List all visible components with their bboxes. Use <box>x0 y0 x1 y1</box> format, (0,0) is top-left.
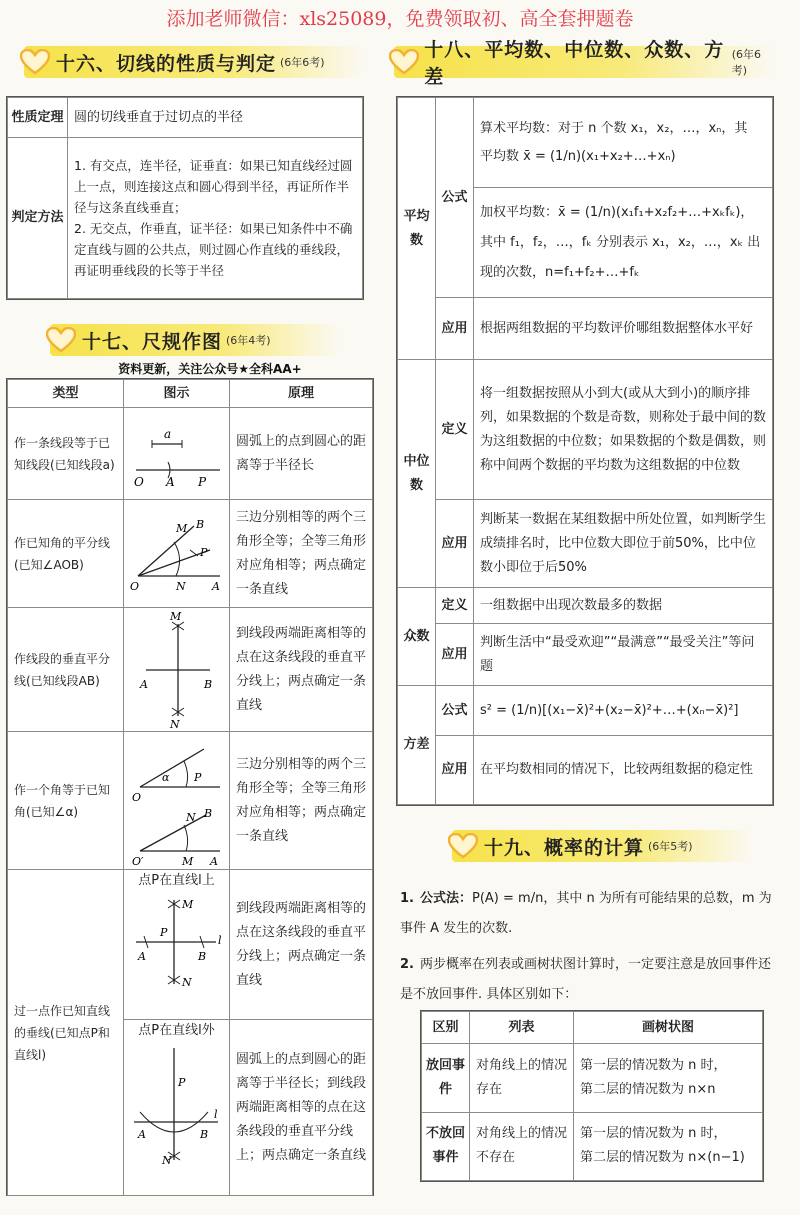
variance-formula: s² = (1/n)[(x₁−x̄)²+(x₂−x̄)²+…+(xₙ−x̄)²] <box>474 686 773 736</box>
variance-app: 在平均数相同的情况下，比较两组数据的稳定性 <box>474 736 773 805</box>
perpendicular-off-line-diagram <box>124 1042 228 1166</box>
row1-type: 作一条线段等于已知线段(已知线段a) <box>8 408 124 500</box>
svg-text:M: M <box>170 611 182 623</box>
heart-icon <box>18 47 52 77</box>
row3-type: 作线段的垂直平分线(已知线段AB) <box>8 608 124 732</box>
svg-text:A: A <box>166 474 175 489</box>
row3-principle: 到线段两端距离相等的点在这条线段的垂直平分线上；两点确定一条直线 <box>230 608 373 732</box>
median-app: 判断某一数据在某组数据中所处位置，如判断学生成绩排名时，比中位数大即位于前50%，比中位数小即位于后50% <box>474 500 773 588</box>
svg-text:A: A <box>140 677 148 691</box>
mean-formula-label: 公式 <box>436 98 474 298</box>
svg-text:N: N <box>186 810 196 824</box>
section-19-meta: (6年5考) <box>648 840 693 853</box>
arith-mean-line1: 算术平均数：对于 n 个数 x₁，x₂，…，xₙ，其 <box>480 120 748 136</box>
perpendicular-bisector-diagram <box>124 612 228 728</box>
svg-text:B: B <box>204 806 213 820</box>
svg-text:M: M <box>182 854 194 867</box>
mode-app-label: 应用 <box>436 624 474 686</box>
svg-text:B: B <box>196 517 205 531</box>
prop-label: 性质定理 <box>8 98 68 138</box>
svg-text:O: O <box>132 790 142 804</box>
row2-type: 作已知角的平分线(已知∠AOB) <box>8 500 124 608</box>
svg-text:N: N <box>182 976 192 989</box>
svg-text:P: P <box>194 770 202 784</box>
promo-banner: 添加老师微信：xls25089，免费领取初、高全套押题卷 <box>166 8 634 30</box>
svg-text:A: A <box>138 950 146 963</box>
probability-point-1 <box>400 884 772 944</box>
median-def: 将一组数据按照从小到大(或从大到小)的顺序排列，如果数据的个数是奇数，则称处于最中间的数为这组数据的中位数；如果数据的个数是偶数，则称中间两个数据的平均数为这组数据的中位数 <box>474 360 773 500</box>
weighted-mean-line2: 其中 f₁，f₂，…，fₖ 分别表示 x₁，x₂，…，xₖ 出 <box>480 234 761 250</box>
svg-text:A: A <box>138 1128 146 1141</box>
svg-text:M: M <box>176 521 188 535</box>
replacement-table <box>420 1010 764 1182</box>
without-replacement-list: 对角线上的情况不存在 <box>470 1112 574 1181</box>
section-17-meta: (6年4考) <box>226 334 271 347</box>
mode-label: 众数 <box>398 588 436 686</box>
arith-mean-line2: 平均数 x̄ = (1/n)(x₁+x₂+…+xₙ) <box>480 148 676 164</box>
svg-text:N: N <box>176 579 186 593</box>
svg-text:B: B <box>198 950 207 963</box>
row5b-principle: 圆弧上的点到圆心的距离等于半径长；到线段两端距离相等的点在这条线段的垂直平分线上；两点确定一条直线 <box>230 1020 373 1196</box>
svg-text:P: P <box>160 926 168 939</box>
heart-icon <box>446 831 480 861</box>
weighted-mean-line1: 加权平均数：x̄ = (1/n)(x₁f₁+x₂f₂+…+xₖfₖ)， <box>480 204 754 220</box>
heart-icon <box>388 47 420 77</box>
copy-angle-diagram <box>124 735 228 867</box>
svg-text:B: B <box>204 677 213 691</box>
svg-text:P: P <box>178 1076 186 1089</box>
svg-text:N: N <box>162 1154 172 1166</box>
mode-def-label: 定义 <box>436 588 474 624</box>
section-17-title: 十七、尺规作图 <box>82 330 223 353</box>
row2-principle: 三边分别相等的两个三角形全等；全等三角形对应角相等；两点确定一条直线 <box>230 500 373 608</box>
svg-text:l: l <box>214 1108 218 1121</box>
variance-app-label: 应用 <box>436 736 474 805</box>
section-16-meta: (6年6考) <box>280 56 325 69</box>
judge-label: 判定方法 <box>8 138 68 299</box>
header-figure: 图示 <box>124 380 230 408</box>
row5a-principle: 到线段两端距离相等的点在这条线段的垂直平分线上；两点确定一条直线 <box>230 870 373 1020</box>
row5b-figure <box>124 1020 230 1196</box>
row5b-caption: 点P在直线l外 <box>138 1023 215 1038</box>
row5a-figure <box>124 870 230 1020</box>
median-app-label: 应用 <box>436 500 474 588</box>
svg-text:N: N <box>170 717 180 728</box>
median-def-label: 定义 <box>436 360 474 500</box>
without-replacement-label: 不放回事件 <box>422 1112 470 1181</box>
section-19-heading <box>452 830 752 862</box>
row3-figure <box>124 608 230 732</box>
row4-figure <box>124 732 230 870</box>
without-replacement-tree-2: 第二层的情况数为 n×(n−1) <box>580 1150 745 1166</box>
prop-text: 圆的切线垂直于过切点的半径 <box>68 98 363 138</box>
point-2-number: 2. <box>400 957 414 972</box>
section-16-heading <box>24 46 364 78</box>
svg-text:M: M <box>182 898 194 911</box>
prob-header-kind: 区别 <box>422 1012 470 1044</box>
weighted-mean-line3: 现的次数，n=f₁+f₂+…+fₖ <box>480 264 640 280</box>
point-2-text: 两步概率在列表或画树状图计算时，一定要注意是放回事件还是不放回事件. 具体区别如下： <box>400 957 771 1002</box>
header-type: 类型 <box>8 380 124 408</box>
wechat-note: 资料更新，关注公众号★全科AA+ <box>118 362 302 376</box>
point-1-rest: 其中 n 为所有可能结果的总数，m 为事件 A 发生的次数. <box>400 891 772 936</box>
heart-icon <box>44 325 78 355</box>
angle-bisector-diagram <box>124 504 228 604</box>
svg-text:P: P <box>198 474 207 489</box>
mean-label: 平均数 <box>398 98 436 360</box>
svg-text:A: A <box>210 854 218 867</box>
row1-figure <box>124 408 230 500</box>
judge-method-1: 1. 有交点，连半径，证垂直：如果已知直线经过圆上一点，则连接这点和圆心得到半径，再证所作半径与这条直线垂直； <box>74 158 353 215</box>
perpendicular-on-line-diagram <box>124 892 228 992</box>
svg-text:P: P <box>200 545 208 559</box>
row4-type: 作一个角等于已知角(已知∠α) <box>8 732 124 870</box>
svg-text:α: α <box>162 770 170 784</box>
prob-header-list: 列表 <box>470 1012 574 1044</box>
with-replacement-tree-1: 第一层的情况数为 n 时， <box>580 1057 727 1073</box>
mode-app: 判断生活中“最受欢迎”“最满意”“最受关注”等问题 <box>474 624 773 686</box>
row5a-caption: 点P在直线l上 <box>138 873 215 888</box>
header-principle: 原理 <box>230 380 373 408</box>
variance-formula-label: 公式 <box>436 686 474 736</box>
section-18-meta: (6年6考) <box>731 48 761 77</box>
with-replacement-list: 对角线上的情况存在 <box>470 1044 574 1113</box>
statistics-table <box>396 96 774 806</box>
mode-def: 一组数据中出现次数最多的数据 <box>474 588 773 624</box>
with-replacement-tree-2: 第二层的情况数为 n×n <box>580 1081 716 1097</box>
point-1-formula: P(A) = m/n， <box>472 891 557 906</box>
row5-type: 过一点作已知直线的垂线(已知点P和直线l) <box>8 870 124 1196</box>
judge-method-2: 2. 无交点，作垂直，证半径：如果已知条件中不确定直线与圆的公共点，则过圆心作直线的垂线段，再证明垂线段的长等于半径 <box>74 221 353 278</box>
prob-header-tree: 画树状图 <box>574 1012 763 1044</box>
svg-text:B: B <box>200 1128 209 1141</box>
svg-text:l: l <box>218 934 222 947</box>
mean-app: 根据两组数据的平均数评价哪组数据整体水平好 <box>474 298 773 360</box>
section-17-heading <box>50 324 340 356</box>
svg-text:A: A <box>212 579 220 593</box>
point-1-number: 1. <box>400 891 414 906</box>
median-label: 中位数 <box>398 360 436 588</box>
section-18-heading <box>394 39 774 88</box>
tangent-table <box>6 96 364 300</box>
construction-table <box>6 378 374 1196</box>
without-replacement-tree-1: 第一层的情况数为 n 时， <box>580 1126 727 1142</box>
svg-text:O: O <box>130 579 140 593</box>
row1-principle: 圆弧上的点到圆心的距离等于半径长 <box>230 408 373 500</box>
svg-text:O: O <box>134 474 144 489</box>
row2-figure <box>124 500 230 608</box>
section-16-title: 十六、切线的性质与判定 <box>56 52 277 75</box>
svg-text:a: a <box>164 426 172 441</box>
section-18-title: 十八、平均数、中位数、众数、方差 <box>424 39 725 88</box>
svg-text:O′: O′ <box>132 854 144 867</box>
section-19-title: 十九、概率的计算 <box>484 836 645 859</box>
probability-point-2 <box>400 950 772 1010</box>
point-1-head: 公式法： <box>419 891 472 906</box>
with-replacement-label: 放回事件 <box>422 1044 470 1113</box>
row4-principle: 三边分别相等的两个三角形全等；全等三角形对应角相等；两点确定一条直线 <box>230 732 373 870</box>
mean-app-label: 应用 <box>436 298 474 360</box>
segment-copy-diagram <box>124 414 228 494</box>
variance-label: 方差 <box>398 686 436 805</box>
